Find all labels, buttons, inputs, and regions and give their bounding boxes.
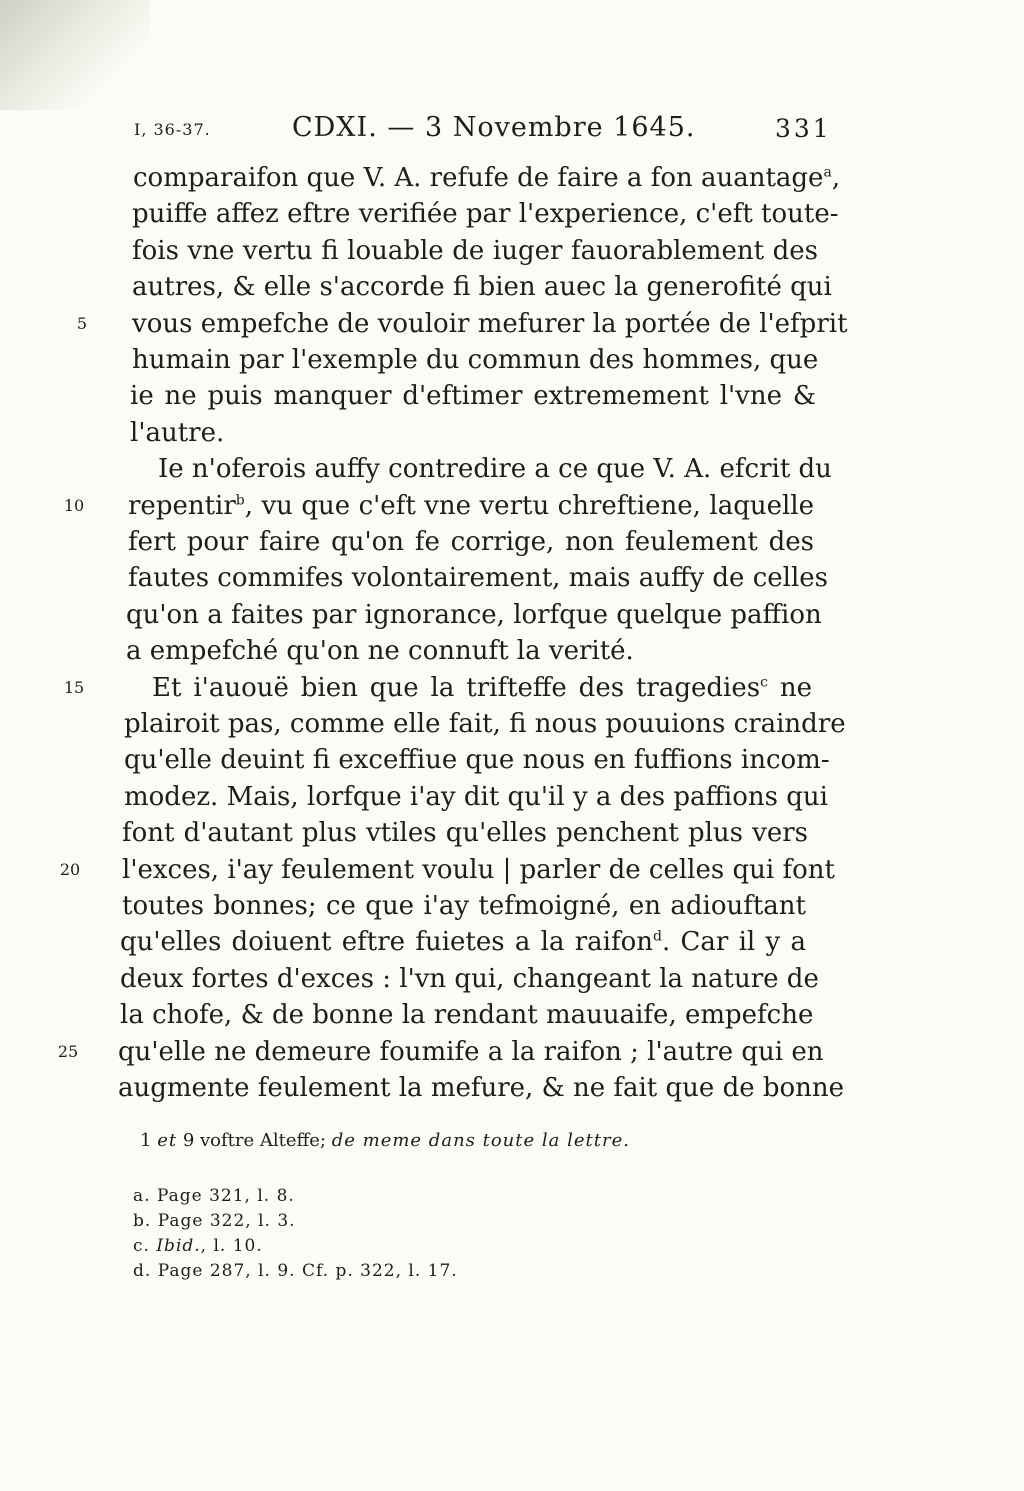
- line-text: modez. Mais, lorfque i'ay dit qu'il y a des paffions qui: [124, 781, 828, 812]
- line-number: 5: [76, 313, 88, 333]
- text-line: [132, 342, 819, 378]
- text-line: [126, 633, 634, 669]
- text-line: [120, 997, 814, 1033]
- line-text-continuation: ne: [767, 672, 812, 703]
- line-text: font d'autant plus vtiles qu'elles penchent plus vers: [122, 818, 808, 849]
- line-text: plairoit pas, comme elle fait, fi nous pouuions craindre: [124, 709, 846, 739]
- text-line: [124, 779, 828, 815]
- variant-note-prefix: 1: [140, 1130, 152, 1151]
- text-line: [118, 1034, 824, 1070]
- footnote: [133, 1209, 458, 1234]
- text-line: [120, 961, 819, 997]
- text-line: [124, 706, 846, 742]
- footnote-marker: a: [823, 164, 832, 181]
- footnote-marker: d: [653, 928, 662, 945]
- page-number: 331: [775, 114, 832, 143]
- footnote-text: , l. 10.: [200, 1236, 263, 1256]
- text-line: [128, 524, 814, 560]
- variant-note-et: et: [157, 1130, 178, 1151]
- line-text: a empefché qu'on ne connuft la verité.: [126, 636, 634, 667]
- variant-note-text: 9 voftre Alteffe;: [182, 1130, 327, 1151]
- text-line: [132, 306, 848, 342]
- line-number: 20: [59, 859, 81, 879]
- running-head-ref: I, 36-37.: [134, 120, 211, 139]
- footnote-text: Page 322, l. 3.: [157, 1211, 296, 1231]
- footnotes: [133, 1184, 458, 1284]
- line-text: toutes bonnes; ce que i'ay tefmoigné, en adiouftant: [122, 891, 806, 921]
- line-number: 10: [63, 495, 85, 515]
- text-line: [120, 924, 806, 960]
- text-line: [126, 597, 822, 633]
- line-text: Et i'auouë bien que la trifteffe des tragedies: [152, 672, 761, 703]
- footnote-ibid: Ibid.: [156, 1236, 201, 1256]
- line-text: deux fortes d'exces : l'vn qui, changeant la nature de: [120, 963, 819, 994]
- text-line: [133, 160, 841, 196]
- line-text: fois vne vertu fi louable de iuger fauorablement des: [132, 235, 818, 266]
- footnote: [133, 1234, 458, 1259]
- line-text: comparaifon que V. A. refufe de faire a fon auantage: [133, 163, 824, 193]
- line-text-continuation: , vu que c'eft vne vertu chreftiene, laquelle: [244, 490, 814, 521]
- line-text: qu'elles doiuent eftre fuietes a la raifon: [120, 927, 653, 958]
- footnote-text: Page 321, l. 8.: [156, 1186, 295, 1206]
- line-text: qu'elle deuint fi exceffiue que nous en fuffions incom-: [124, 745, 830, 776]
- line-text: augmente feulement la mefure, & ne fait que de bonne: [118, 1073, 845, 1103]
- text-line: [118, 1070, 845, 1106]
- text-line: [130, 378, 816, 414]
- line-text: Ie n'oferois auffy contredire a ce que V. A. efcrit du: [158, 454, 832, 485]
- line-text: humain par l'exemple du commun des hommes, que: [132, 345, 819, 375]
- text-line: [132, 233, 818, 269]
- text-line: [130, 415, 224, 451]
- line-text: qu'elle ne demeure foumife a la raifon ; l'autre qui en: [118, 1036, 824, 1067]
- variant-note: [140, 1130, 630, 1151]
- footnote-marker: b: [235, 491, 245, 508]
- line-text: vous empefche de vouloir mefurer la portée de l'efprit: [132, 308, 848, 339]
- variant-note-italic: de meme dans toute la lettre.: [331, 1130, 630, 1151]
- text-line: [132, 196, 839, 232]
- text-line: [132, 269, 832, 305]
- footnote-marker: c: [760, 673, 768, 690]
- footnote: [133, 1184, 458, 1209]
- footnote: [133, 1259, 458, 1284]
- line-text: fautes commifes volontairement, mais auffy de celles: [128, 563, 829, 594]
- line-text: fert pour faire qu'on fe corrige, non feulement des: [128, 527, 814, 557]
- running-head: [0, 112, 1024, 146]
- running-head-title: CDXI. — 3 Novembre 1645.: [292, 112, 696, 143]
- footnote-label: d.: [133, 1261, 152, 1281]
- footnote-text: Page 287, l. 9. Cf. p. 322, l. 17.: [157, 1261, 458, 1281]
- text-line: [122, 852, 835, 888]
- footnote-label: b.: [133, 1211, 152, 1231]
- line-number: 25: [57, 1041, 79, 1061]
- line-number: 15: [63, 677, 85, 697]
- line-text: qu'on a faites par ignorance, lorfque quelque paffion: [126, 599, 822, 630]
- line-text-continuation: ,: [831, 163, 841, 193]
- text-line: [128, 488, 814, 524]
- line-text: l'autre.: [130, 417, 225, 448]
- page-corner-shadow: [0, 0, 150, 110]
- line-text: autres, & elle s'accorde fi bien auec la generofité qui: [132, 272, 832, 303]
- text-line: [122, 888, 806, 924]
- text-line: [128, 560, 829, 596]
- line-text: la chofe, & de bonne la rendant mauuaife, empefche: [120, 1000, 814, 1031]
- text-line: [152, 670, 812, 706]
- text-line: [158, 451, 832, 487]
- line-text: ie ne puis manquer d'eftimer extremement l'vne &: [130, 381, 816, 412]
- text-line: [122, 815, 808, 851]
- footnote-label: c.: [133, 1236, 150, 1256]
- line-text: repentir: [128, 490, 236, 521]
- footnote-label: a.: [133, 1186, 151, 1206]
- text-line: [124, 742, 830, 778]
- line-text: l'exces, i'ay feulement voulu | parler de celles qui font: [122, 854, 835, 885]
- line-text: puiffe affez eftre verifiée par l'experience, c'eft toute-: [132, 199, 839, 230]
- line-text-continuation: . Car il y a: [661, 927, 806, 958]
